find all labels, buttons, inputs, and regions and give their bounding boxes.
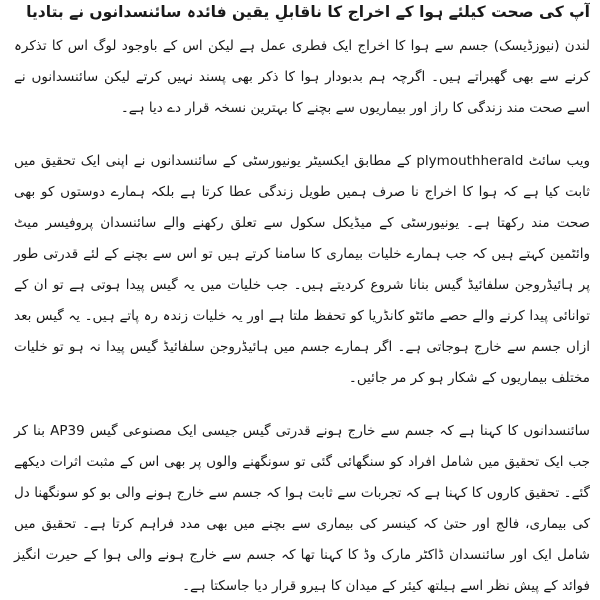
article-paragraph-ap39: سائنسدانوں کا کہنا ہے کہ جسم سے خارج ہونے قدرتی گیس جیسی ایک مصنوعی گیس AP39 بنا کر جب ایک تحقیق میں شامل افراد کو سنگھائی گئی تو سونگھنے والوں پر بھی اس کے مثبت اثرات دیکھے گئے۔ تحقیق کاروں کا کہنا ہے کہ تجربات سے ثابت ہوا کہ جسم سے خارج ہونے والی بو کو سونگھنا دل کی بیماری، فالج اور حتیٰ کہ کینسر کی بیماری سے بچنے میں بھی مدد فراہم کرتا ہے۔ تحقیق میں شامل ایک اور سائنسدان ڈاکٹر مارک وڈ کا کہنا تھا کہ جسم سے خارج ہونے والی ہوا کے حیرت انگیز فوائد کے پیش نظر اسے ہیلتھ کیئر کے میدان کا ہیرو قرار دیا جاسکتا ہے۔ [14, 423, 590, 594]
article-paragraph-intro: لندن (نیوزڈیسک) جسم سے ہوا کا اخراج ایک فطری عمل ہے لیکن اس کے باوجود لوگ اس کا تذکرہ کرنے سے بھی گھبراتے ہیں۔ اگرچہ ہم بدبودار ہوا کا ذکر بھی پسند نہیں کرتے لیکن سائنسدانوں نے اسے صحت مند زندگی کا راز اور بیماریوں سے بچنے کا بہترین نسخہ قرار دے دیا ہے۔ [14, 38, 590, 116]
article-headline: آپ کی صحت کیلئے ہوا کے اخراج کا ناقابلِ یقین فائدہ سائنسدانوں نے بتادیا [26, 3, 590, 21]
article-paragraph-research: ویب سائٹ plymouthherald کے مطابق ایکسیٹر یونیورسٹی کے سائنسدانوں نے اپنی ایک تحقیق میں ثابت کیا ہے کہ ہوا کا اخراج نا صرف ہمیں طویل زندگی عطا کرتا ہے بلکہ ہمارے دوستوں کو بھی صحت مند رکھتا ہے۔ یونیورسٹی کے میڈیکل سکول سے تعلق رکھنے والے سائنسدان پروفیسر میٹ وائٹمین کہتے ہیں کہ جب ہمارے خلیات بیماری کا سامنا کرتے ہیں تو اس سے بچنے کے لئے قدرتی طور پر ہائیڈروجن سلفائیڈ گیس بنانا شروع کردیتے ہیں۔ جب خلیات میں یہ گیس پیدا ہوتی ہے تو ان کے توانائی پیدا کرنے والے حصے مائٹو کانڈریا کو تحفظ ملتا ہے اور یہ خلیات زندہ رہ پاتے ہیں۔ یہ گیس بعد ازاں جسم سے خارج ہوجاتی ہے۔ اگر ہمارے جسم میں ہائیڈروجن سلفائیڈ گیس پیدا نہ ہو تو خلیات مختلف بیماریوں کے شکار ہو کر مر جائیں۔ [14, 153, 590, 386]
